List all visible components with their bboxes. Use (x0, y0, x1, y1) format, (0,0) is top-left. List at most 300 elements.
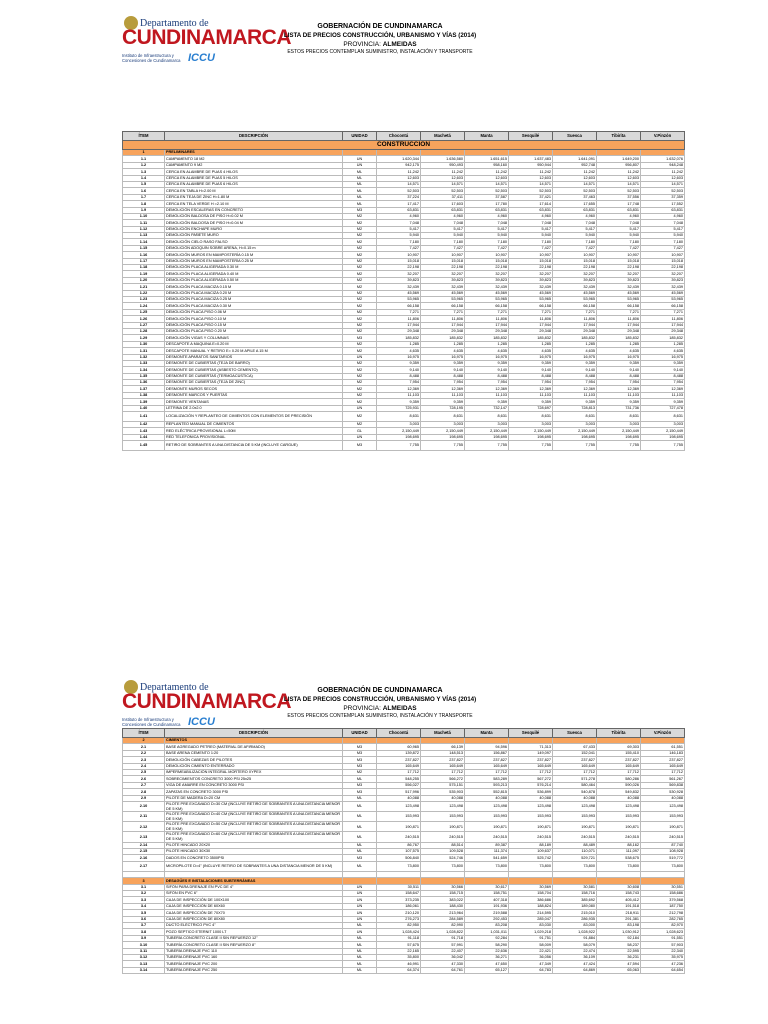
price-cell: 4,635 (377, 348, 421, 354)
price-cell: 17,712 (641, 769, 685, 775)
column-header: V.Pinzón (641, 132, 685, 141)
price-cell: 12,369 (553, 386, 597, 392)
item-description: TUBERÍA DRENAJE PVC 250 (165, 967, 343, 973)
price-cell: 7,427 (641, 245, 685, 251)
price-cell: 73,800 (421, 861, 465, 871)
page-title: GOBERNACIÓN DE CUNDINAMARCA (317, 687, 443, 694)
price-cell: 5,940 (509, 233, 553, 239)
province-line (280, 40, 480, 49)
item-description: DEMOLICIÓN ADOQUÍN SOBRE ARENA, H=0.15 m (165, 245, 343, 251)
item-description: PILOTE HINCADO 30X30 (165, 849, 343, 855)
price-cell: 14,571 (553, 181, 597, 187)
price-cell: 153,993 (465, 812, 509, 822)
column-header: Suesca (553, 132, 597, 141)
price-cell: 7,271 (465, 309, 509, 315)
price-cell: 37,556 (597, 194, 641, 200)
price-cell: 17,944 (509, 322, 553, 328)
province-label: PROVINCIA: (343, 41, 381, 48)
price-cell: 12,603 (641, 175, 685, 181)
price-cell: 17,712 (597, 769, 641, 775)
price-cell: 237,827 (641, 757, 685, 763)
price-cell: 45,569 (641, 290, 685, 296)
item-code: 1.11 (123, 220, 165, 226)
group-title: PRELIMINARES (165, 150, 343, 156)
price-cell: 83,030 (509, 922, 553, 928)
price-cell: 22,595 (597, 948, 641, 954)
price-cell: 1,028,424 (377, 929, 421, 935)
province-name: ALMEIDAS (382, 705, 417, 712)
price-cell: 9,140 (597, 367, 641, 373)
page-subtitle: LISTA DE PRECIOS CONSTRUCCIÓN, URBANISMO Y VÍAS (2014) (283, 696, 477, 703)
price-cell: 191,518 (597, 903, 641, 909)
price-cell: 5,940 (553, 233, 597, 239)
price-cell: 158,743 (597, 891, 641, 897)
price-cell: 14,571 (421, 181, 465, 187)
item-code: 1.29 (123, 335, 165, 341)
item-description: CAJA DE INSPECCIÓN DE 100X100 (165, 897, 343, 903)
province-line (280, 704, 480, 713)
price-cell: 17,552 (641, 201, 685, 207)
price-cell: 53,965 (465, 296, 509, 302)
item-description: DEMOLICIÓN PLACA PISO 0.06 M (165, 309, 343, 315)
item-code: 1.7 (123, 194, 165, 200)
price-cell: 540,878 (553, 789, 597, 795)
price-cell: 17,603 (421, 201, 465, 207)
price-cell: 53,965 (597, 296, 641, 302)
item-unit: M2 (343, 322, 377, 328)
price-cell: 7,048 (641, 220, 685, 226)
price-cell: 37,359 (641, 194, 685, 200)
item-unit: M3 (343, 855, 377, 861)
price-cell: 1,028,623 (641, 929, 685, 935)
price-cell: 47,424 (553, 961, 597, 967)
price-cell: 240,515 (597, 832, 641, 842)
item-unit: M3 (343, 744, 377, 750)
price-cell: 7,048 (553, 220, 597, 226)
item-code: 3.5 (123, 910, 165, 916)
price-cell: 8,631 (377, 412, 421, 422)
price-cell: 11,103 (553, 392, 597, 398)
price-cell: 66,158 (597, 303, 641, 309)
price-cell: 386,686 (509, 897, 553, 903)
price-cell: 17,712 (553, 769, 597, 775)
price-cell: 11,806 (553, 316, 597, 322)
column-header: Sesquilé (509, 729, 553, 738)
price-cell: 198,695 (377, 434, 421, 440)
price-cell: 53,965 (377, 296, 421, 302)
price-cell: 16,975 (597, 354, 641, 360)
price-cell: 2,150,449 (509, 428, 553, 434)
price-cell: 7,180 (509, 239, 553, 245)
price-cell: 58,237 (597, 942, 641, 948)
price-cell: 7,271 (377, 309, 421, 315)
price-cell: 111,097 (597, 849, 641, 855)
price-cell: 9,359 (597, 399, 641, 405)
price-table (122, 131, 685, 451)
price-cell: 17,712 (509, 769, 553, 775)
item-description: DESMONTE VENTANAS (165, 399, 343, 405)
price-cell: 64,654 (641, 967, 685, 973)
price-cell: 8,631 (509, 412, 553, 422)
item-code: 2.6 (123, 776, 165, 782)
section-row (123, 141, 685, 150)
table-row (123, 832, 685, 842)
price-cell: 17,712 (421, 769, 465, 775)
price-cell: 12,369 (377, 386, 421, 392)
price-cell: 1.636,580 (421, 156, 465, 162)
price-cell: 22,198 (509, 265, 553, 271)
price-cell: 185,832 (597, 335, 641, 341)
price-cell: 237,827 (509, 757, 553, 763)
price-cell: 29,348 (377, 328, 421, 334)
price-cell: 64,869 (553, 967, 597, 973)
price-cell: 53,965 (509, 296, 553, 302)
table-row (123, 412, 685, 422)
price-cell: 16,975 (509, 354, 553, 360)
price-cell: 9,359 (509, 399, 553, 405)
price-cell: 383,022 (421, 897, 465, 903)
price-cell: 10,907 (377, 252, 421, 258)
price-cell: 407,318 (465, 897, 509, 903)
price-cell: 4,960 (377, 213, 421, 219)
price-cell: 8,631 (641, 412, 685, 422)
price-cell: 7,755 (421, 441, 465, 451)
price-cell: 9,359 (553, 399, 597, 405)
item-unit: M2 (343, 233, 377, 239)
price-cell: 198,695 (465, 434, 509, 440)
price-cell: 17,712 (465, 769, 509, 775)
price-cell: 16,975 (421, 354, 465, 360)
price-cell: 11,103 (421, 392, 465, 398)
price-cell: 1,031,011 (465, 929, 509, 935)
price-cell: 240,515 (465, 832, 509, 842)
price-cell: 37,224 (377, 194, 421, 200)
price-cell: 66,139 (421, 744, 465, 750)
price-cell: 22,340 (641, 948, 685, 954)
price-cell: 17,417 (377, 201, 421, 207)
table-header-row (123, 729, 685, 738)
price-cell: 73,800 (509, 861, 553, 871)
item-unit: M3 (343, 335, 377, 341)
price-cell: 580,464 (553, 782, 597, 788)
price-cell: 36,042 (421, 954, 465, 960)
item-unit: UN (343, 434, 377, 440)
price-cell: 1.632,076 (641, 156, 685, 162)
price-cell: 40,088 (509, 795, 553, 801)
price-cell: 17,748 (597, 201, 641, 207)
price-cell: 63,831 (465, 207, 509, 213)
price-cell: 40,088 (597, 795, 641, 801)
price-cell: 958,160 (465, 162, 509, 168)
item-code: 1.9 (123, 207, 165, 213)
price-cell: 11,242 (509, 169, 553, 175)
price-cell: 556,027 (377, 782, 421, 788)
price-cell: 39,823 (509, 277, 553, 283)
price-cell: 190,871 (377, 822, 421, 832)
price-cell: 5,940 (641, 233, 685, 239)
item-code: 1.5 (123, 181, 165, 187)
item-code: 1.21 (123, 284, 165, 290)
price-cell: 4,635 (465, 348, 509, 354)
price-cell: 123,498 (421, 801, 465, 811)
item-unit: GL (343, 428, 377, 434)
item-description: DEMOLICIÓN PAÑETE MURO (165, 233, 343, 239)
price-cell: 15,018 (597, 258, 641, 264)
price-cell: 45,569 (597, 290, 641, 296)
price-cell: 91,884 (553, 935, 597, 941)
price-cell: 11,103 (509, 392, 553, 398)
price-cell: 153,993 (597, 812, 641, 822)
item-unit: ML (343, 194, 377, 200)
price-cell: 7,755 (509, 441, 553, 451)
logo-institute: Instituto de Infraestructura y Concesiones de Cundinamarca (122, 53, 181, 63)
price-cell: 1.651,615 (465, 156, 509, 162)
price-cell: 7,427 (553, 245, 597, 251)
item-description: DEMOLICIÓN MUROS EN MAMPOSTERÍA 0.15 M (165, 252, 343, 258)
item-unit: ML (343, 812, 377, 822)
price-cell: 40,088 (421, 795, 465, 801)
price-cell: 190,871 (553, 822, 597, 832)
price-cell: 57,991 (421, 942, 465, 948)
price-cell: 9,359 (421, 399, 465, 405)
price-cell: 538,675 (597, 855, 641, 861)
price-cell: 158,686 (641, 891, 685, 897)
item-code: 3.14 (123, 967, 165, 973)
price-cell: 22,165 (377, 948, 421, 954)
price-cell: 10,907 (641, 252, 685, 258)
price-cell: 7,954 (377, 380, 421, 386)
price-cell: 9,140 (421, 367, 465, 373)
price-cell: 385,692 (553, 897, 597, 903)
item-description: PILOTE HINCADO 20X20 (165, 842, 343, 848)
item-code: 1.10 (123, 213, 165, 219)
price-cell: 47,349 (509, 961, 553, 967)
price-cell: 45,569 (377, 290, 421, 296)
price-cell: 11,806 (597, 316, 641, 322)
price-cell: 8,488 (421, 373, 465, 379)
price-cell: 529,721 (553, 855, 597, 861)
price-cell: 37,411 (421, 194, 465, 200)
item-unit: M2 (343, 373, 377, 379)
item-unit: M2 (343, 252, 377, 258)
column-header: Tibirita (597, 729, 641, 738)
item-code: 2.3 (123, 757, 165, 763)
item-code: 2.15 (123, 849, 165, 855)
item-code: 1.41 (123, 412, 165, 422)
price-cell: 8,488 (465, 373, 509, 379)
price-cell: 188,824 (509, 903, 553, 909)
price-cell: 47,330 (421, 961, 465, 967)
price-cell: 2,150,449 (421, 428, 465, 434)
price-cell: 88,489 (553, 842, 597, 848)
price-cell: 52,503 (377, 188, 421, 194)
price-cell: 8,631 (597, 412, 641, 422)
price-cell: 11,806 (465, 316, 509, 322)
price-cell: 165,649 (641, 763, 685, 769)
price-cell: 10,907 (509, 252, 553, 258)
price-cell: 198,695 (597, 434, 641, 440)
price-cell: 22,198 (465, 265, 509, 271)
price-cell: 5,417 (597, 226, 641, 232)
item-description: PILOTE PRE EXCAVADO D=40 CM (INCLUYE RETIRO DE SOBRANTES A UNA DISTANCIA MENOR DE 5 KM) (165, 812, 343, 822)
price-cell: 219,588 (465, 910, 509, 916)
price-cell: 1.649,200 (597, 156, 641, 162)
price-cell: 155,410 (597, 750, 641, 756)
price-cell: 45,569 (421, 290, 465, 296)
item-description: CAJA DE INSPECCIÓN DE 60X60 (165, 903, 343, 909)
item-unit: M2 (343, 213, 377, 219)
price-cell: 11,103 (597, 392, 641, 398)
item-description: BASE AGREGADO PETREO (MATERIAL DE AFIRMADO) (165, 744, 343, 750)
price-cell: 32,439 (421, 284, 465, 290)
price-cell: 506,840 (377, 855, 421, 861)
price-cell: 63,831 (641, 207, 685, 213)
price-cell: 7,755 (641, 441, 685, 451)
price-cell: 111,374 (465, 849, 509, 855)
price-cell: 240,515 (509, 832, 553, 842)
price-cell: 32,439 (509, 284, 553, 290)
price-cell: 7,755 (597, 441, 641, 451)
price-cell: 190,871 (509, 822, 553, 832)
item-unit: ML (343, 801, 377, 811)
price-cell: 190,871 (597, 822, 641, 832)
item-code: 1.4 (123, 175, 165, 181)
price-cell: 185,832 (553, 335, 597, 341)
item-unit: ML (343, 832, 377, 842)
price-cell: 40,088 (553, 795, 597, 801)
item-unit: M2 (343, 290, 377, 296)
item-description: DEMOLICIÓN CIELO RASO FALSO (165, 239, 343, 245)
column-header: Machetá (421, 132, 465, 141)
item-description: DEMOLICIÓN MUROS EN MAMPOSTERÍA 0.25 M (165, 258, 343, 264)
price-cell: 30,581 (553, 884, 597, 890)
price-cell: 11,806 (377, 316, 421, 322)
price-cell: 240,515 (377, 832, 421, 842)
price-cell: 64,374 (377, 967, 421, 973)
price-cell: 7,180 (641, 239, 685, 245)
price-cell: 58,290 (465, 942, 509, 948)
price-cell: 575,151 (421, 782, 465, 788)
item-unit: M2 (343, 348, 377, 354)
price-cell: 36,231 (597, 954, 641, 960)
price-cell: 83,208 (465, 922, 509, 928)
price-cell: 9,359 (641, 360, 685, 366)
price-cell: 86,767 (377, 842, 421, 848)
item-code: 1.14 (123, 239, 165, 245)
price-cell: 956,807 (597, 162, 641, 168)
price-cell: 286,935 (553, 916, 597, 922)
price-cell: 89,387 (465, 842, 509, 848)
price-cell: 63,831 (553, 207, 597, 213)
item-description: DEMOLICIÓN PLACA MACIZA 0.20 M (165, 290, 343, 296)
price-cell: 237,827 (553, 757, 597, 763)
column-header: DESCRIPCIÓN (165, 729, 343, 738)
price-cell: 185,832 (421, 335, 465, 341)
price-cell: 285,047 (509, 916, 553, 922)
price-cell: 14,571 (377, 181, 421, 187)
logo-department: Departamento de (140, 682, 209, 693)
price-cell: 10,907 (597, 252, 641, 258)
item-description: RETIRO DE SOBRANTES A UNA DISTANCIA DE 5 KM (INCLUYE CARGUE) (165, 441, 343, 451)
price-cell: 552,815 (465, 789, 509, 795)
price-cell: 12,369 (421, 386, 465, 392)
price-cell: 60,965 (377, 744, 421, 750)
price-cell: 190,871 (421, 822, 465, 832)
item-code: 1.24 (123, 303, 165, 309)
price-cell: 73,800 (641, 861, 685, 871)
price-cell: 69,303 (597, 744, 641, 750)
price-cell: 156,867 (465, 750, 509, 756)
price-cell: 15,018 (553, 258, 597, 264)
item-code: 1.35 (123, 373, 165, 379)
item-code: 1.40 (123, 405, 165, 411)
price-cell: 14,571 (597, 181, 641, 187)
price-cell: 64,761 (421, 967, 465, 973)
item-unit: ML (343, 181, 377, 187)
item-code: 1.23 (123, 296, 165, 302)
logo-name: CUNDINAMARCA (122, 690, 291, 713)
price-cell: 12,369 (641, 386, 685, 392)
price-cell: 7,271 (597, 309, 641, 315)
logo (122, 16, 291, 72)
price-cell: 22,198 (641, 265, 685, 271)
price-cell: 11,242 (597, 169, 641, 175)
price-cell: 92,184 (597, 935, 641, 941)
price-cell: 11,103 (377, 392, 421, 398)
price-cell: 22,198 (597, 265, 641, 271)
price-cell: 29,348 (553, 328, 597, 334)
price-cell: 548,255 (377, 776, 421, 782)
item-description: LETRINA DE 2.0x2.0 (165, 405, 343, 411)
logo-name: CUNDINAMARCA (122, 26, 291, 49)
price-cell: 32,207 (465, 271, 509, 277)
item-unit: ML (343, 776, 377, 782)
column-header: ÍTEM (123, 132, 165, 141)
item-code: 1.32 (123, 354, 165, 360)
price-cell: 240,515 (421, 832, 465, 842)
item-description: CAMPAMENTO 9 M2 (165, 162, 343, 168)
item-unit: M2 (343, 392, 377, 398)
column-header: Sesquilé (509, 132, 553, 141)
price-cell: 1,285 (509, 341, 553, 347)
price-cell: 63,831 (421, 207, 465, 213)
price-cell: 191,936 (465, 903, 509, 909)
item-unit: M2 (343, 422, 377, 428)
item-code: 3.6 (123, 916, 165, 922)
item-description: SOBRECIMIENTOS CONCRETO 3000 PSI 25x25 (165, 776, 343, 782)
item-unit: M2 (343, 412, 377, 422)
item-unit: UN (343, 884, 377, 890)
item-description: DEMOLICIÓN PLACA ALIGERADA 0.50 M (165, 277, 343, 283)
item-description: DESMONTE MARCOS Y PUERTAS (165, 392, 343, 398)
item-code: 1.27 (123, 322, 165, 328)
price-cell: 17,944 (641, 322, 685, 328)
price-cell: 190,871 (465, 822, 509, 832)
price-cell: 524,746 (421, 855, 465, 861)
price-cell: 32,207 (597, 271, 641, 277)
item-unit: ML (343, 188, 377, 194)
price-cell: 91,551 (641, 935, 685, 941)
price-cell: 7,427 (597, 245, 641, 251)
price-cell: 7,427 (377, 245, 421, 251)
price-cell: 73,800 (553, 861, 597, 871)
price-cell: 4,960 (641, 213, 685, 219)
price-cell: 16,975 (641, 354, 685, 360)
price-cell: 1,029,218 (509, 929, 553, 935)
item-unit: UN (343, 916, 377, 922)
province-name: ALMEIDAS (382, 41, 417, 48)
column-header: Machetá (421, 729, 465, 738)
